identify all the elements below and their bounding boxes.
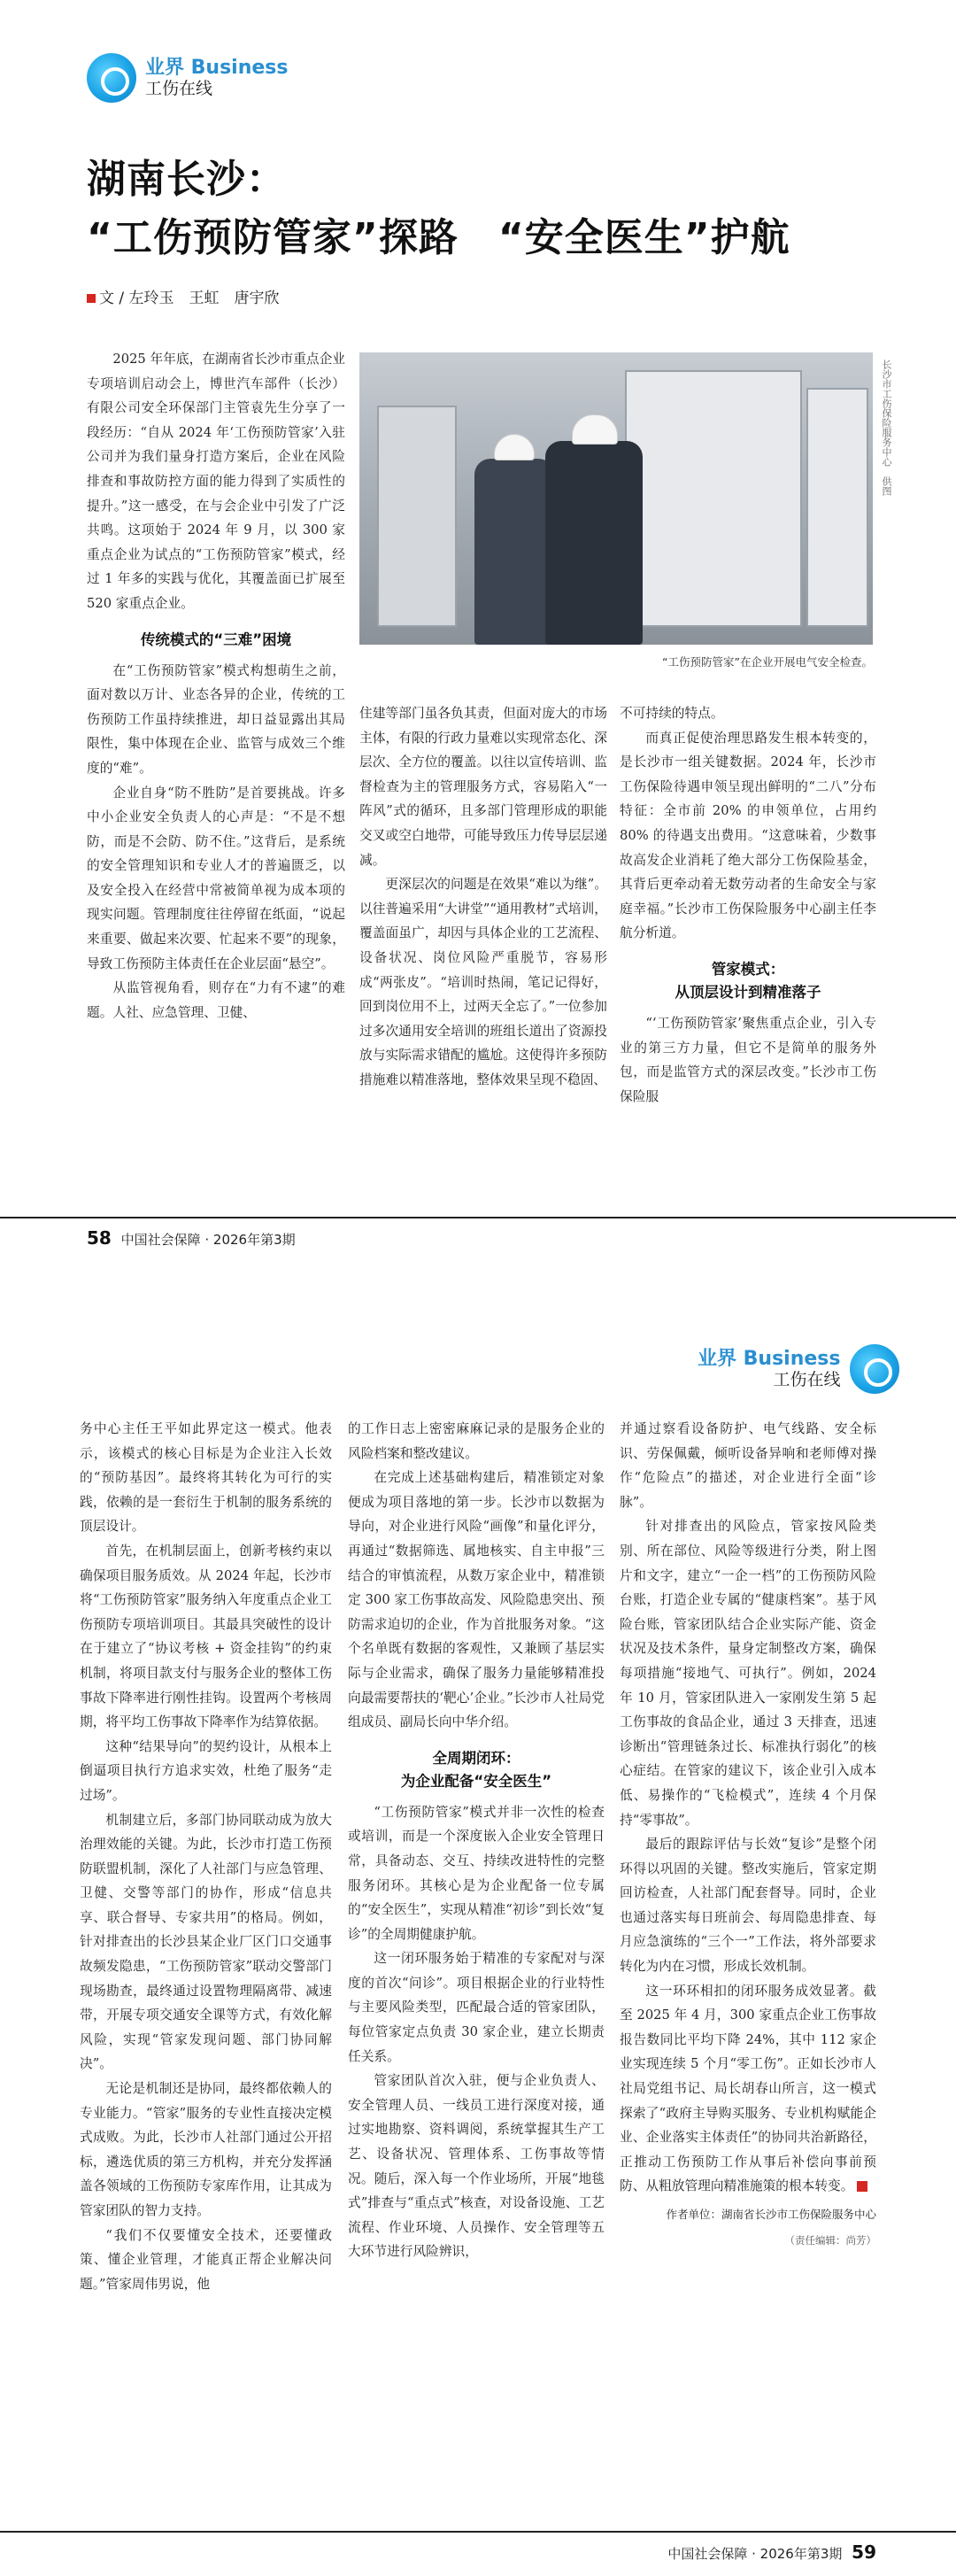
- logo-subsection-name: 工伤在线: [145, 78, 213, 98]
- page2-column-3: [620, 1417, 876, 2253]
- hard-hat-icon: [572, 414, 618, 445]
- byline-marker: [87, 294, 96, 303]
- page-footer: [87, 1227, 296, 1249]
- paragraph: 针对排查出的风险点，管家按风险类别、所在部位、风险等级进行分类，附上图片和文字，建立“一企一档”的工伤预防风险台账，打造企业专属的“健康档案”。基于风险台账，管家团队结合企业实际产能、资金状况及技术条件，量身定制整改方案，确保每项措施“接地气、可执行”。例如，2024 年 10 月，管家团队进入一家刚发生第 5 起工伤事故的食品企业，通过 3 天排查，迅速诊断出“管理链条过长、标准执行弱化”的核心症结。在管家的建议下，该企业引入成本低、易操作的“飞检模式”，连续 4 个月保持“零事故”。: [620, 1519, 876, 1828]
- paragraph-text: 这一环环相扣的闭环服务成效显著。截至 2025 年 4 月，300 家重点企业工伤事故报告数同比平均下降 24%，其中 112 家企业实现连续 5 个月“零工伤”。正如长沙市人社局党组书记、局长胡春山所言，这一模式探索了“政府主导购买服务、专业机构赋能企业、企业落实主体责任”的协同共治新路径，正推动工伤预防工作从事后补偿向事前预防、从粗放管理向精准施策的根本转变。: [620, 1983, 876, 2194]
- article-title: [87, 151, 790, 267]
- section-logo: [87, 53, 289, 103]
- photo-credit: 长沙市工伤保险服务中心 供图: [881, 360, 892, 496]
- electrical-cabinet: [806, 388, 868, 627]
- section-logo: [698, 1344, 899, 1394]
- author-affiliation: 作者单位：湖南省长沙市工伤保险服务中心: [666, 2208, 876, 2221]
- paragraph: [620, 1979, 876, 2199]
- paragraph: 这种“结果导向”的契约设计，从根本上倒逼项目执行方追求实效，杜绝了服务“走过场”。: [80, 1738, 332, 1803]
- logo-section-name: 业界 Business: [145, 57, 289, 80]
- paragraph: 并通过察看设备防护、电气线路、安全标识、劳保佩戴，倾听设备异响和老师傅对操作“危险点”的描述，对企业进行全面“诊脉”。: [620, 1421, 876, 1510]
- photo-caption: “工伤预防管家”在企业开展电气安全检查。: [662, 655, 873, 669]
- magazine-issue: 中国社会保障 · 2026年第3期: [667, 2546, 843, 2562]
- paragraph: 企业自身“防不胜防”是首要挑战。许多中小企业安全负责人的心声是：“不是不想防，而是不会防、防不住。”这背后，是系统的安全管理知识和专业人才的普遍匮乏，以及安全投入在经营中常被简单视为成本项的现实问题。管理制度往往停留在纸面，“说起来重要、做起来次要、忙起来不要”的现象，导致工伤预防主体责任在企业层面“悬空”。: [87, 785, 345, 971]
- page-number: 58: [87, 1227, 112, 1249]
- page1-column-1: [87, 347, 345, 1025]
- paragraph: 2025 年年底，在湖南省长沙市重点企业专项培训启动会上，博世汽车部件（长沙）有限公司安全环保部门主管袁先生分享了一段经历：“自从 2024 年‘工伤预防管家’入驻公司并为我们量身打造方案后，企业在风险排查和事故防控方面的能力得到了实质性的提升。”这一感受，在与会企业中引发了广泛共鸣。这项始于 2024 年 9 月，以 300 家重点企业为试点的“工伤预防管家”模式，经过 1 年多的实践与优化，其覆盖面已扩展至 520 家重点企业。: [87, 352, 345, 611]
- search-icon: [87, 53, 136, 103]
- magazine-page-left: [0, 0, 956, 1249]
- paragraph: “‘工伤预防管家’聚焦重点企业，引入专业的第三方力量，但它不是简单的服务外包，而是监管方式的深层改变。”长沙市工伤保险服: [620, 1015, 876, 1104]
- logo-subsection-name: 工伤在线: [773, 1369, 841, 1389]
- magazine-page-right: [0, 1302, 956, 2576]
- paragraph: 在完成上述基础构建后，精准锁定对象便成为项目落地的第一步。长沙市以数据为导向，对企业进行风险“画像”和量化评分，再通过“数据筛选、属地核实、自主申报”三结合的审慎流程，从数万家企业中，精准锁定 300 家工伤事故高发、风险隐患突出、预防需求迫切的企业，作为首批服务对象。“这个名单既有数据的客观性，又兼顾了基层实际与企业需求，确保了服务力量能够精准投向最需要帮扶的‘靶心’企业。”长沙市人社局党组成员、副局长向中华介绍。: [348, 1470, 605, 1730]
- page2-column-2: [348, 1417, 605, 2264]
- paragraph: 住建等部门虽各负其责，但面对庞大的市场主体，有限的行政力量难以实现常态化、深层次、全方位的覆盖。以往以宣传培训、监督检查为主的管理服务方式，容易陷入“一阵风”式的循环，且多部门管理形成的职能交叉或空白地带，可能导致压力传导层层递减。: [359, 706, 607, 868]
- paragraph: 不可持续的特点。: [620, 706, 724, 721]
- footer-rule: [0, 2531, 956, 2533]
- end-of-article-mark: [857, 2181, 867, 2192]
- section-heading: 管家模式： 从顶层设计到精准落子: [675, 960, 821, 1001]
- paragraph: 在“工伤预防管家”模式构想萌生之前，面对数以万计、业态各异的企业，传统的工伤预防工作虽持续推进，却日益显露出其局限性，集中体现在企业、监管与成效三个维度的“难”。: [87, 662, 345, 776]
- footer-rule: [0, 1217, 956, 1218]
- page1-column-3: [620, 701, 876, 1109]
- paragraph: 最后的跟踪评估与长效“复诊”是整个闭环得以巩固的关键。整改实施后，管家定期回访检查，人社部门配套督导。同时，企业也通过落实每日班前会、每周隐患排查、每月应急演练的“三个一”工作法，将外部要求转化为内在习惯，形成长效机制。: [620, 1837, 876, 1975]
- paragraph: 无论是机制还是协同，最终都依赖人的专业能力。“管家”服务的专业性直接决定模式成败。为此，长沙市人社部门通过公开招标，遴选优质的第三方机构，并充分发挥涵盖各领域的工伤预防专家库作用，让其成为管家团队的智力支持。: [80, 2081, 332, 2218]
- paragraph: 管家团队首次入驻，便与企业负责人、安全管理人员、一线员工进行深度对接，通过实地勘察、资料调阅，系统掌握其生产工艺、设备状况、管理体系、工伤事故等情况。随后，深入每一个作业场所，开展“地毯式”排查与“重点式”核查，对设备设施、工艺流程、作业环境、人员操作、安全管理等五大环节进行风险辨识，: [348, 2073, 605, 2260]
- page2-column-1: [80, 1417, 332, 2296]
- page-number: 59: [852, 2541, 876, 2563]
- article-photo: [359, 352, 873, 645]
- title-line-1: 湖南长沙：: [87, 157, 286, 202]
- paragraph: 而真正促使治理思路发生根本转变的，是长沙市一组关键数据。2024 年，长沙市工伤保险待遇申领呈现出鲜明的“二八”分布特征：全市前 20% 的申领单位，占用约 80% 的待遇支出费用。“这意味着，少数事故高发企业消耗了绝大部分工伤保险基金，其背后更牵动着无数劳动者的生命安全与家庭幸福。”长沙市工伤保险服务中心副主任李航分析道。: [620, 730, 876, 941]
- magazine-issue: 中国社会保障 · 2026年第3期: [120, 1232, 296, 1248]
- paragraph: “我们不仅要懂安全技术，还要懂政策、懂企业管理，才能真正帮企业解决问题。”管家周伟男说，他: [80, 2227, 332, 2292]
- logo-section-name: 业界 Business: [698, 1348, 841, 1371]
- section-heading: 全周期闭环： 为企业配备“安全医生”: [400, 1749, 552, 1790]
- paragraph: 的工作日志上密密麻麻记录的是服务企业的风险档案和整改建议。: [348, 1421, 605, 1461]
- byline-text: 文 / 左玲玉 王虹 唐宇欣: [99, 290, 280, 307]
- search-icon: [850, 1344, 899, 1394]
- electrical-cabinet: [377, 406, 457, 627]
- paragraph: 机制建立后，多部门协同联动成为放大治理效能的关键。为此，长沙市打造工伤预防联盟机制，深化了人社部门与应急管理、卫健、交警等部门的协作，形成“信息共享、联合督导、专家共用”的格局。例如，针对排查出的长沙县某企业厂区门口交通事故频发隐患，“工伤预防管家”联动交警部门现场勘查，最终通过设置物理隔离带、减速带，开展专项交通安全课等方式，有效化解风险，实现“管家发现问题、部门协同解决”。: [80, 1812, 332, 2072]
- section-heading: 传统模式的“三难”困境: [140, 630, 292, 648]
- paragraph: 务中心主任王平如此界定这一模式。他表示，该模式的核心目标是为企业注入长效的“预防基因”。最终将其转化为可行的实践，依赖的是一套衍生于机制的服务系统的顶层设计。: [80, 1421, 332, 1535]
- page-footer: [667, 2541, 876, 2563]
- hard-hat-icon: [494, 434, 535, 460]
- electrical-cabinet: [625, 370, 802, 627]
- inspector-figure: [474, 459, 554, 645]
- paragraph: 首先，在机制层面上，创新考核约束以确保项目服务质效。从 2024 年起，长沙市将“工伤预防管家”服务纳入年度重点企业工伤预防专项培训项目。其最具突破性的设计在于建立了“协议考核 + 资金挂钩”的约束机制，将项目款支付与服务企业的整体工伤事故下降率进行刚性挂钩。设置两个考核周期，将平均工伤事故下降率作为结算依据。: [80, 1543, 332, 1730]
- paragraph: “工伤预防管家”模式并非一次性的检查或培训，而是一个深度嵌入企业安全管理日常，具备动态、交互、持续改进特性的完整服务闭环。其核心是为企业配备一位专属的“安全医生”，实现从精准“初诊”到长效“复诊”的全周期健康护航。: [348, 1804, 605, 1942]
- paragraph: 从监管视角看，则存在“力有不逮”的难题。人社、应急管理、卫健、: [87, 980, 345, 1020]
- byline: [87, 285, 280, 307]
- paragraph: 更深层次的问题是在效果“难以为继”。以往普遍采用“大讲堂”“通用教材”式培训，覆盖面虽广，却因与具体企业的工艺流程、设备状况、岗位风险严重脱节，容易形成“两张皮”。“培训时热闹，笔记记得好，回到岗位用不上，过两天全忘了。”一位参加过多次通用安全培训的班组长道出了资源投放与实际需求错配的尴尬。这使得许多预防措施难以精准落地，整体效果呈现不稳固、: [359, 877, 607, 1087]
- responsible-editor: （责任编辑：尚芳）: [784, 2233, 876, 2247]
- title-line-2: “工伤预防管家”探路 “安全医生”护航: [87, 215, 790, 260]
- paragraph: 这一闭环服务始于精准的专家配对与深度的首次“问诊”。项目根据企业的行业特性与主要风险类型，匹配最合适的管家团队，每位管家定点负责 30 家企业，建立长期责任关系。: [348, 1951, 605, 2064]
- page1-column-2: [359, 701, 607, 1093]
- inspector-figure: [545, 441, 643, 645]
